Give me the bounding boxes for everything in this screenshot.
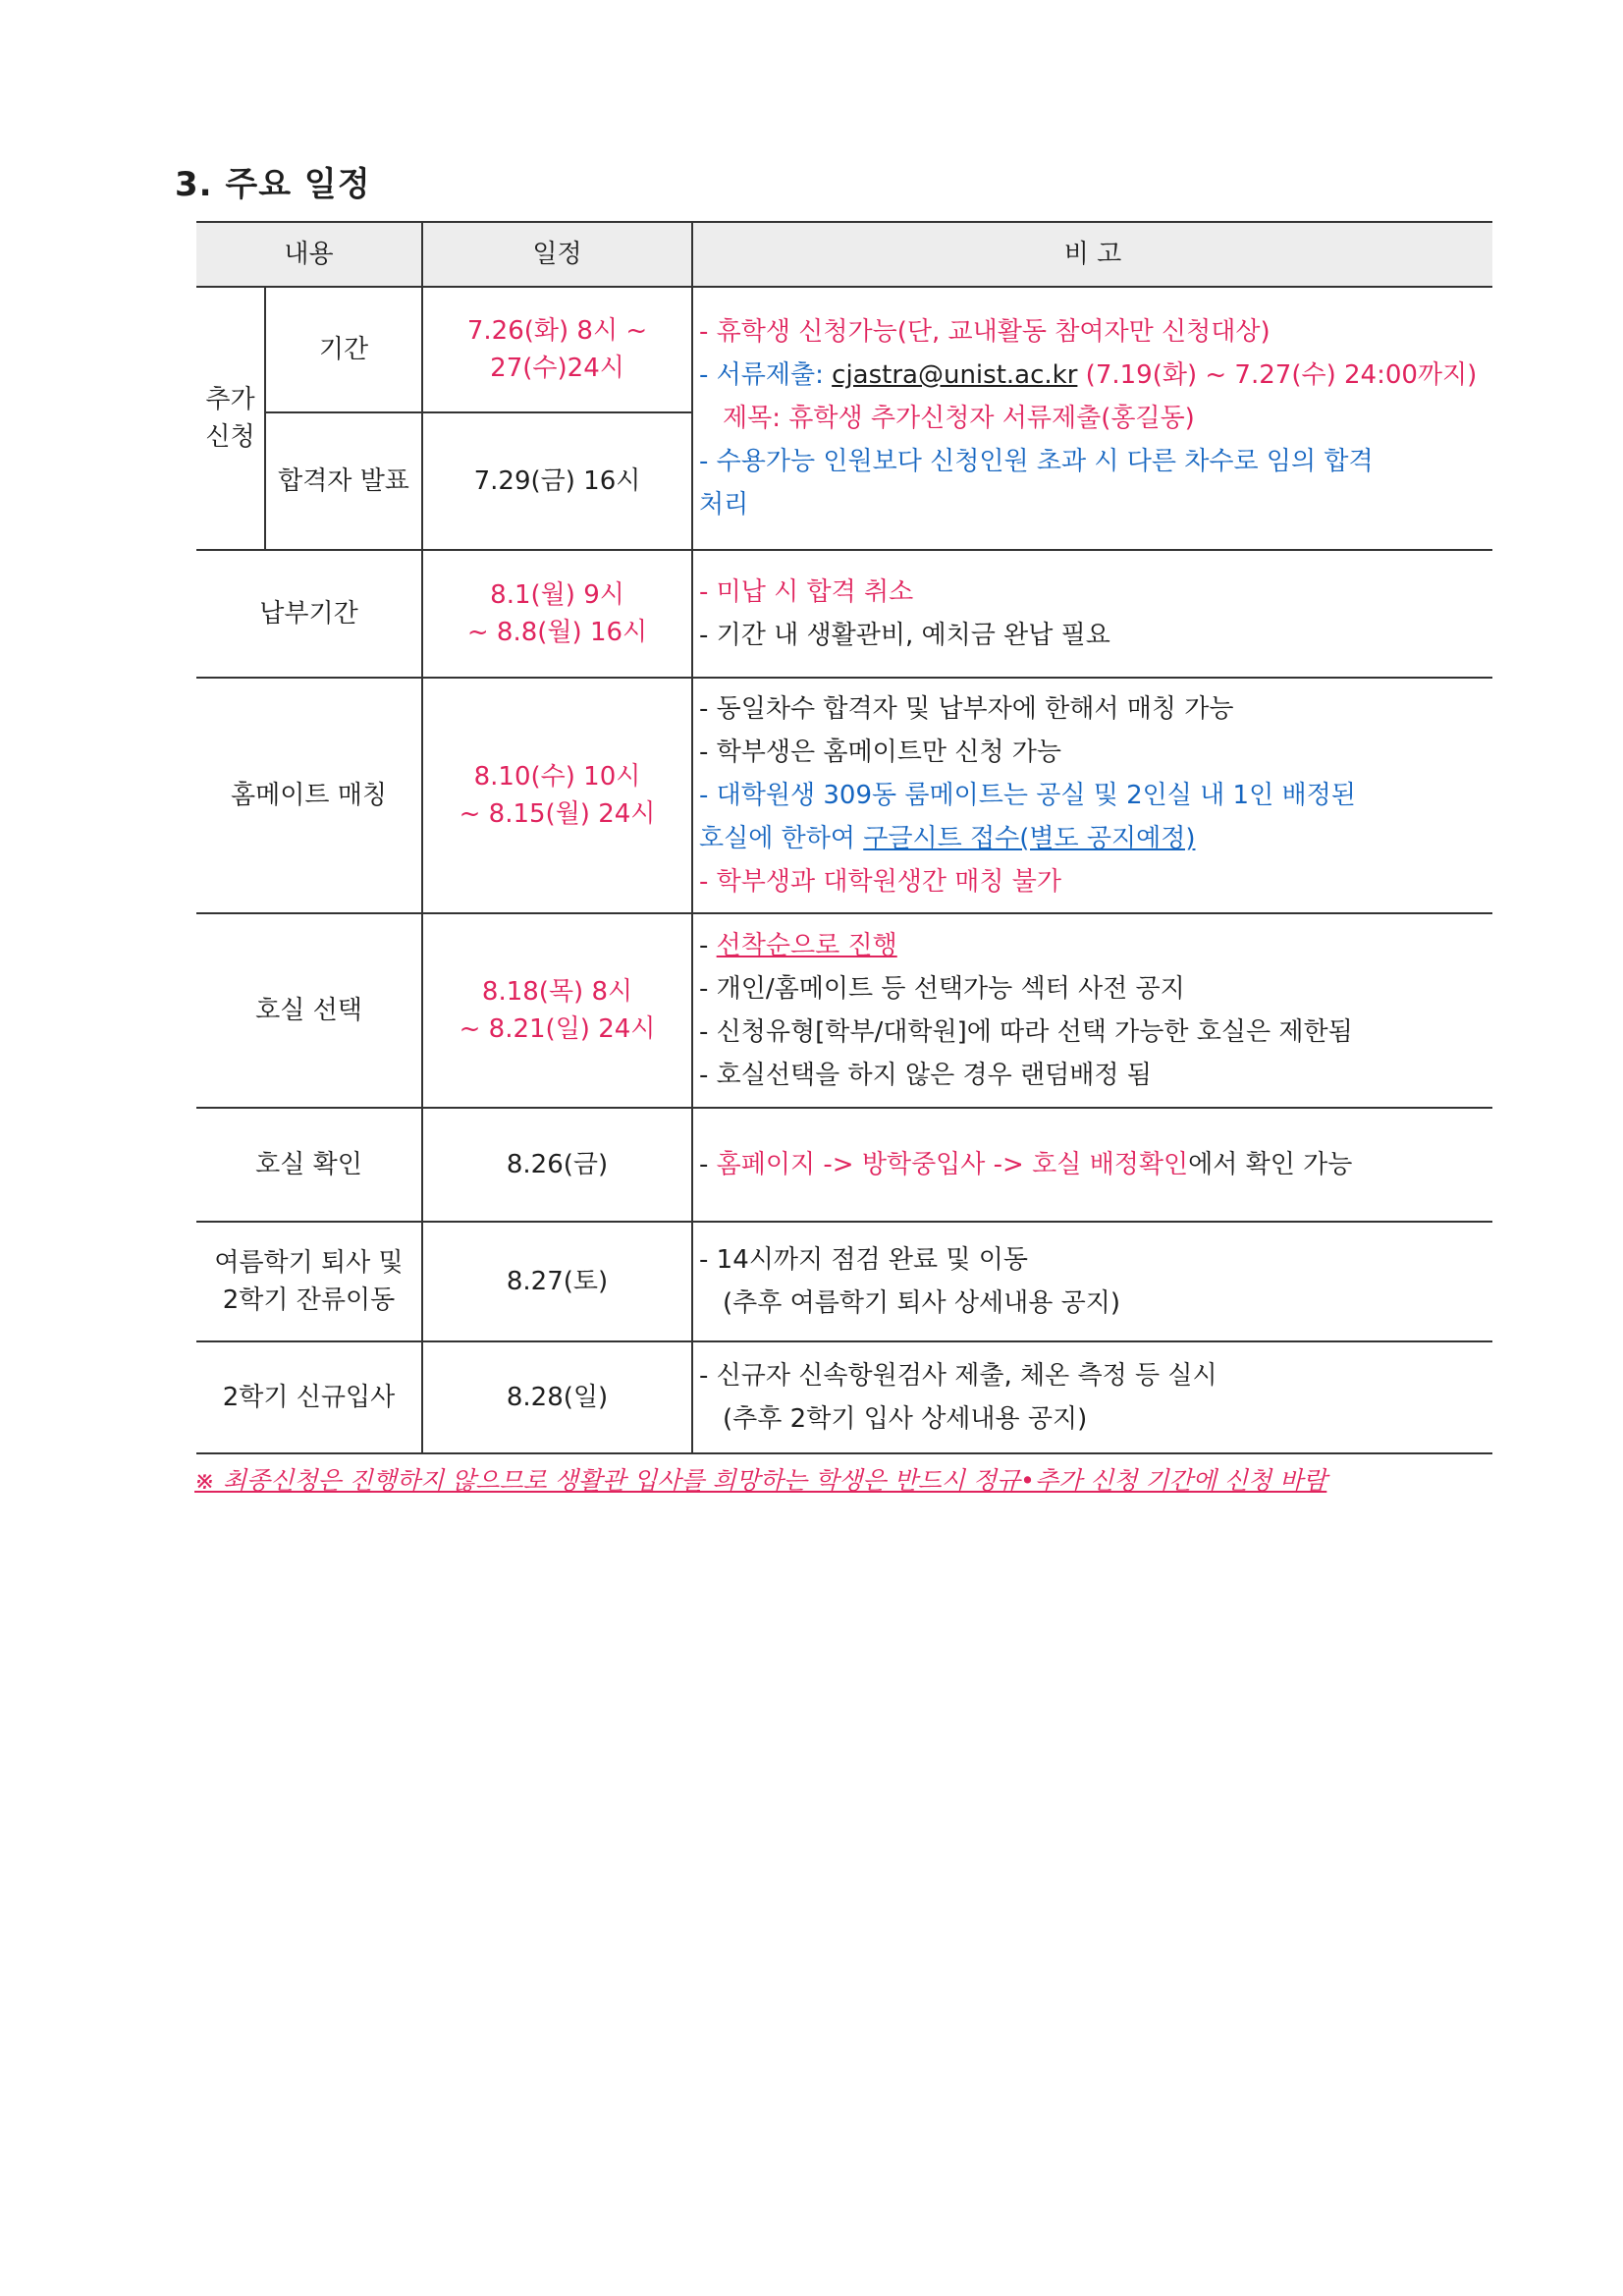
room-select-schedule — [422, 913, 692, 1108]
section-heading: 3. 주요 일정 — [175, 165, 371, 204]
extra-period-schedule-line1: 7.26(화) 8시 ~ — [466, 316, 648, 346]
extra-note-2-suffix: (7.19(화) ~ 7.27(수) 24:00까지) — [1077, 360, 1478, 390]
room-confirm-note-1-tail: 에서 확인 가능 — [1188, 1150, 1353, 1179]
roommate-schedule-line1: 8.10(수) 10시 — [473, 762, 641, 792]
checkout-note-1: - 14시까지 점검 완료 및 이동 — [699, 1245, 1028, 1275]
checkin-notes — [692, 1341, 1492, 1453]
row-extra-period — [196, 287, 1492, 412]
room-select-note-2: - 개인/홈메이트 등 선택가능 섹터 사전 공지 — [699, 974, 1185, 1004]
roommate-schedule-line2: ~ 8.15(월) 24시 — [459, 799, 656, 829]
room-confirm-note-1 — [699, 1143, 1487, 1186]
checkout-label — [196, 1222, 422, 1341]
room-select-label: 호실 선택 — [196, 913, 422, 1108]
room-confirm-notes — [692, 1108, 1492, 1222]
checkout-label-line1: 여름학기 퇴사 및 — [214, 1248, 404, 1278]
row-checkin — [196, 1341, 1492, 1453]
extra-note-3: 제목: 휴학생 추가신청자 서류제출(홍길동) — [723, 404, 1195, 433]
room-select-notes — [692, 913, 1492, 1108]
roommate-note-1: - 동일차수 합격자 및 납부자에 한해서 매칭 가능 — [699, 694, 1234, 724]
checkin-schedule: 8.28(일) — [422, 1341, 692, 1453]
header-remarks: 비 고 — [692, 222, 1492, 287]
extra-notes — [692, 287, 1492, 550]
payment-schedule-line1: 8.1(월) 9시 — [490, 580, 624, 610]
extra-note-2 — [699, 354, 1487, 397]
row-room-select — [196, 913, 1492, 1108]
room-confirm-note-1-dash: - — [699, 1150, 717, 1179]
extra-result-schedule: 7.29(금) 16시 — [422, 412, 692, 550]
roommate-label: 홈메이트 매칭 — [196, 678, 422, 913]
room-select-note-1 — [699, 924, 1487, 967]
roommate-note-3: - 대학원생 309동 룸메이트는 공실 및 2인실 내 1인 배정된 — [699, 781, 1356, 810]
extra-period-schedule-line2: 27(수)24시 — [490, 354, 624, 383]
row-checkout — [196, 1222, 1492, 1341]
header-content: 내용 — [196, 222, 422, 287]
payment-schedule — [422, 550, 692, 678]
extra-period-schedule — [422, 287, 692, 412]
room-select-note-4: - 호실선택을 하지 않은 경우 랜덤배정 됨 — [699, 1061, 1152, 1090]
roommate-note-4-prefix: 호실에 한하여 — [699, 824, 864, 853]
room-confirm-schedule: 8.26(금) — [422, 1108, 692, 1222]
checkout-note-2: (추후 여름학기 퇴사 상세내용 공지) — [723, 1288, 1120, 1318]
room-select-note-1-text: 선착순으로 진행 — [716, 931, 897, 960]
room-select-note-3: - 신청유형[학부/대학원]에 따라 선택 가능한 호실은 제한됨 — [699, 1017, 1353, 1047]
checkout-notes — [692, 1222, 1492, 1341]
row-room-confirm — [196, 1108, 1492, 1222]
room-select-note-1-dash: - — [699, 931, 717, 960]
email-link[interactable]: cjastra@unist.ac.kr — [832, 360, 1078, 390]
roommate-note-5: - 학부생과 대학원생간 매칭 불가 — [699, 867, 1061, 897]
group-extra-text: 추가 신청 — [205, 385, 255, 452]
payment-notes — [692, 550, 1492, 678]
roommate-schedule — [422, 678, 692, 913]
google-sheet-link[interactable]: 구글시트 접수(별도 공지예정) — [863, 824, 1196, 853]
extra-note-5: 처리 — [699, 490, 749, 519]
room-confirm-note-1-red: 홈페이지 -> 방학중입사 -> 호실 배정확인 — [716, 1150, 1189, 1179]
checkout-label-line2: 2학기 잔류이동 — [222, 1285, 396, 1315]
row-roommate — [196, 678, 1492, 913]
extra-note-1: - 휴학생 신청가능(단, 교내활동 참여자만 신청대상) — [699, 317, 1271, 347]
checkin-note-1: - 신규자 신속항원검사 제출, 체온 측정 등 실시 — [699, 1361, 1217, 1391]
checkin-note-2: (추후 2학기 입사 상세내용 공지) — [723, 1404, 1088, 1434]
schedule-table — [196, 221, 1492, 1454]
checkout-schedule: 8.27(토) — [422, 1222, 692, 1341]
group-extra-label — [196, 287, 265, 550]
extra-note-2-prefix: - 서류제출: — [699, 360, 833, 390]
extra-result-label: 합격자 발표 — [265, 412, 422, 550]
roommate-notes — [692, 678, 1492, 913]
header-schedule: 일정 — [422, 222, 692, 287]
row-payment — [196, 550, 1492, 678]
room-confirm-label: 호실 확인 — [196, 1108, 422, 1222]
payment-note-2: - 기간 내 생활관비, 예치금 완납 필요 — [699, 621, 1110, 650]
payment-schedule-line2: ~ 8.8(월) 16시 — [466, 618, 648, 647]
room-select-schedule-line2: ~ 8.21(일) 24시 — [459, 1014, 656, 1044]
extra-period-label: 기간 — [265, 287, 422, 412]
header-row — [196, 222, 1492, 287]
payment-label: 납부기간 — [196, 550, 422, 678]
room-select-schedule-line1: 8.18(목) 8시 — [481, 977, 633, 1007]
footnote: ※ 최종신청은 진행하지 않으므로 생활관 입사를 희망하는 학생은 반드시 정규•추가 신청 기간에 신청 바람 — [194, 1466, 1327, 1495]
roommate-note-2: - 학부생은 홈메이트만 신청 가능 — [699, 738, 1061, 767]
payment-note-1: - 미납 시 합격 취소 — [699, 577, 914, 607]
extra-note-4: - 수용가능 인원보다 신청인원 초과 시 다른 차수로 임의 합격 — [699, 447, 1374, 476]
checkin-label: 2학기 신규입사 — [196, 1341, 422, 1453]
roommate-note-4 — [699, 817, 1487, 860]
